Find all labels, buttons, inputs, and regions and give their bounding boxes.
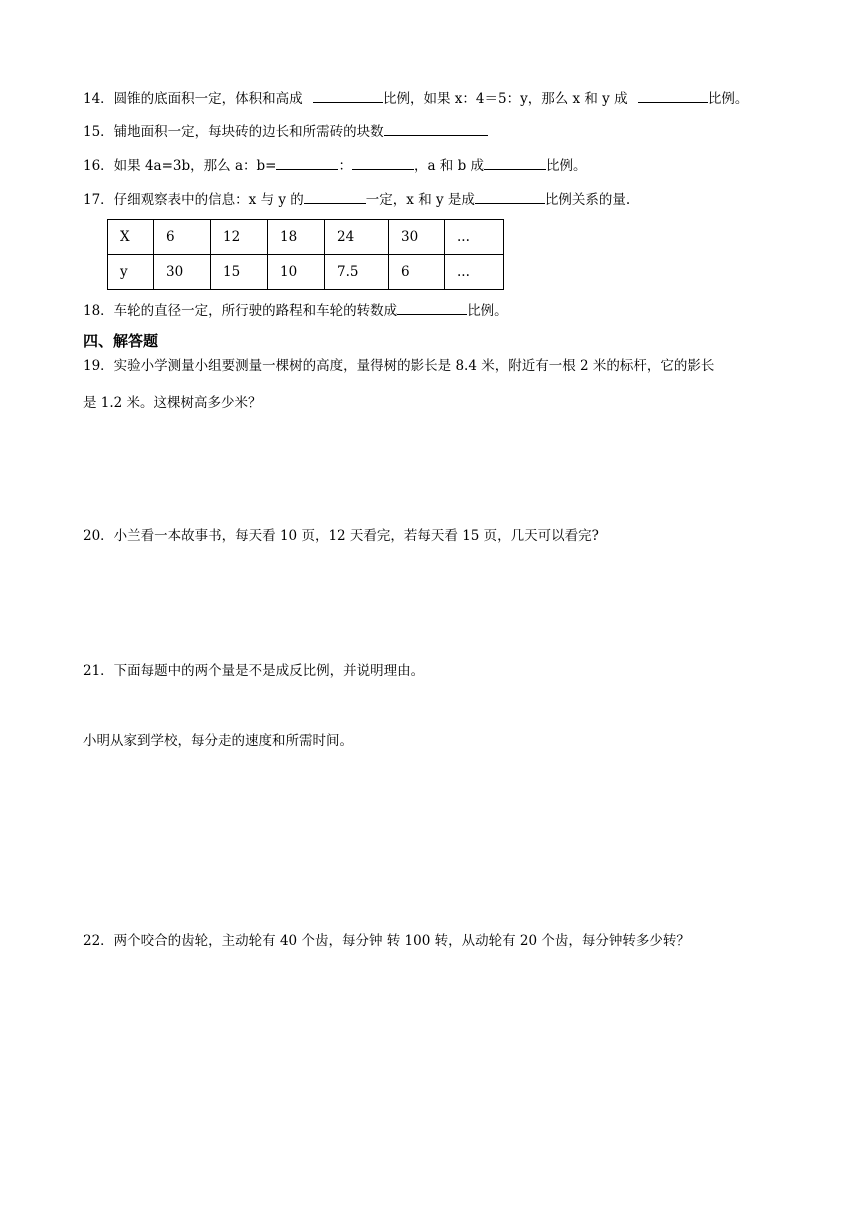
q17-blank-2[interactable] <box>475 189 545 204</box>
table-cell: 30 <box>389 220 445 255</box>
q17-text-b: 一定，x 和 y 是成 <box>365 192 475 208</box>
q16-blank-2[interactable] <box>352 155 414 170</box>
question-19-line-2: 是 1.2 米。这棵树高多少米？ <box>83 395 262 411</box>
q16-blank-3[interactable] <box>484 155 546 170</box>
table-cell: 10 <box>268 255 325 290</box>
question-20: 20．小兰看一本故事书，每天看 10 页，12 天看完，若每天看 15 页，几天可以看完? <box>83 528 599 544</box>
question-18 <box>83 300 508 321</box>
table-cell: 6 <box>389 255 445 290</box>
table-cell: y <box>108 255 154 290</box>
section-heading: 四、解答题 <box>83 332 159 350</box>
q18-text-a: 18．车轮的直径一定，所行驶的路程和车轮的转数成 <box>83 303 398 319</box>
table-cell: 7.5 <box>325 255 389 290</box>
table-row <box>108 220 504 255</box>
question-21-sub: 小明从家到学校，每分走的速度和所需时间。 <box>83 733 353 749</box>
table-cell: 24 <box>325 220 389 255</box>
question-21: 21．下面每题中的两个量是不是成反比例，并说明理由。 <box>83 663 425 679</box>
table-cell: ... <box>445 255 504 290</box>
q14-text-b: 比例，如果 x：4＝5：y，那么 x 和 y 成 <box>382 91 628 107</box>
q17-text-a: 17．仔细观察表中的信息：x 与 y 的 <box>83 192 304 208</box>
q14-blank-1[interactable] <box>313 88 383 103</box>
q14-text-c: 比例。 <box>707 91 749 107</box>
table-cell: 12 <box>211 220 268 255</box>
q18-text-b: 比例。 <box>467 303 508 319</box>
q17-text-c: 比例关系的量. <box>544 192 631 208</box>
table-cell: 15 <box>211 255 268 290</box>
q16-text-b: ： <box>338 158 352 174</box>
table-cell: X <box>108 220 154 255</box>
xy-table <box>107 219 504 290</box>
question-17 <box>83 189 630 210</box>
table-cell: 30 <box>154 255 211 290</box>
q14-blank-2[interactable] <box>638 88 708 103</box>
question-16 <box>83 155 587 176</box>
q17-blank-1[interactable] <box>304 189 366 204</box>
table-cell: 18 <box>268 220 325 255</box>
question-14 <box>83 88 748 109</box>
q16-blank-1[interactable] <box>276 155 338 170</box>
question-19-line-1: 19．实验小学测量小组要测量一棵树的高度，量得树的影长是 8.4 米，附近有一根 2 米的标杆，它的影长 <box>83 358 715 374</box>
q18-blank[interactable] <box>397 300 467 315</box>
q16-text-a: 16．如果 4a=3b，那么 a：b= <box>83 158 277 174</box>
q14-text-a: 14．圆锥的底面积一定，体积和高成 <box>83 91 303 107</box>
question-22: 22．两个咬合的齿轮，主动轮有 40 个齿，每分钟 转 100 转，从动轮有 20 个齿，每分钟转多少转？ <box>83 933 690 949</box>
table-row <box>108 255 504 290</box>
table-cell: 6 <box>154 220 211 255</box>
table-cell: ... <box>445 220 504 255</box>
q16-text-d: 比例。 <box>546 158 587 174</box>
q15-blank[interactable] <box>384 121 488 136</box>
q16-text-c: ，a 和 b 成 <box>413 158 485 174</box>
question-15 <box>83 121 488 142</box>
q15-text: 15．铺地面积一定，每块砖的边长和所需砖的块数 <box>83 124 384 140</box>
